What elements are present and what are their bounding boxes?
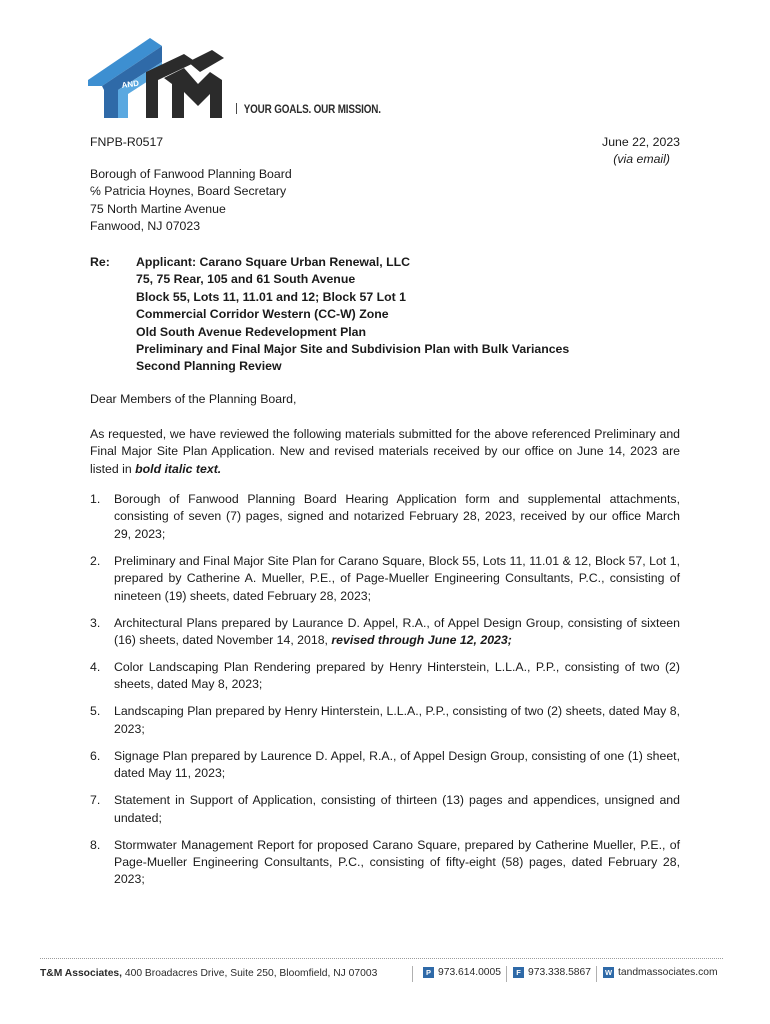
phone-number: 973.614.0005 [438,967,501,978]
list-item-emphasis: revised through June 12, 2023; [331,633,512,648]
footer-website[interactable] [603,967,718,978]
list-item [90,792,680,827]
intro-emphasis: bold italic text. [135,461,222,476]
recipient-line: Fanwood, NJ 07023 [90,219,201,234]
list-item-text: Color Landscaping Plan Rendering prepared by Henry Hinterstein, L.L.A., P.P., consisting of two (2) sheets, dated May 8, 2023; [114,660,680,692]
list-item [90,837,680,889]
list-item-number: 3. [90,615,101,630]
subject-line: 75, 75 Rear, 105 and 61 South Avenue [136,272,356,287]
subject-line: Second Planning Review [136,359,282,374]
subject-line: Commercial Corridor Western (CC-W) Zone [136,307,389,322]
recipient-address [90,166,292,236]
footer-company: T&M Associates, [40,968,123,979]
list-item-number: 7. [90,793,101,808]
letter-date-block [602,134,680,169]
footer-separator [596,966,597,982]
list-item-text: Landscaping Plan prepared by Henry Hinterstein, L.L.A., P.P., consisting of two (2) sheets, dated May 8, 2023; [114,704,680,736]
recipient-line: Borough of Fanwood Planning Board [90,167,292,181]
list-item-text: Preliminary and Final Major Site Plan for Carano Square, Block 55, Lots 11, 11.01 & 12, Block 57, Lot 1, prepared by Catherine A. Mueller, P.E., of Page-Mueller Engineering Consultants, P.C., consisting of nineteen (19) sheets, dated February 28, 2023; [114,553,680,603]
footer-divider [40,958,723,959]
list-item [90,703,680,738]
subject-line: Block 55, Lots 11, 11.01 and 12; Block 57 Lot 1 [136,289,406,304]
list-item-text: Signage Plan prepared by Laurence D. Appel, R.A., of Appel Design Group, consisting of one (1) sheet, dated May 11, 2023; [114,748,680,781]
list-item-text: Borough of Fanwood Planning Board Hearing Application form and supplemental attachments, consisting of seven (7) pages, signed and notarized February 28, 2023, received by our office March 29, 2023; [114,492,680,541]
subject-label: Re: [90,255,110,269]
list-item [90,748,680,783]
tagline-text: YOUR GOALS. OUR MISSION. [243,104,381,116]
intro-text: As requested, we have reviewed the following materials submitted for the above referenced Preliminary and Final Major Site Plan Application. New and revised materials received by our office on June 14, 2023 are listed in [90,427,680,476]
footer-fax [513,967,591,978]
footer-address [40,968,377,979]
delivery-method: (via email) [613,152,670,167]
phone-icon: P [423,967,434,978]
subject-line: Old South Avenue Redevelopment Plan [136,324,367,339]
tagline-divider [236,103,237,114]
intro-paragraph [90,426,680,478]
letter-date: June 22, 2023 [602,135,680,149]
website-link[interactable]: tandmassociates.com [618,967,718,978]
recipient-line: 75 North Martine Avenue [90,201,226,216]
materials-list [90,491,680,898]
tm-associates-logo [88,32,236,122]
list-item-number: 2. [90,553,101,568]
list-item-text: Architectural Plans prepared by Laurance D. Appel, R.A., of Appel Design Group, consisting of sixteen (16) sheets, dated November 14, 2018, [114,615,680,648]
list-item-number: 8. [90,837,101,852]
recipient-line: ℅ Patricia Hoynes, Board Secretary [90,184,287,199]
list-item-number: 4. [90,660,101,675]
svg-text:AND: AND [121,78,140,90]
fax-icon: F [513,967,524,978]
footer-separator [412,966,413,982]
reference-number: FNPB-R0517 [90,135,164,149]
footer-separator [506,966,507,982]
list-item [90,615,680,650]
list-item-number: 1. [90,492,101,506]
subject-line: Applicant: Carano Square Urban Renewal, LLC [136,255,410,269]
subject-lines [136,254,569,376]
list-item [90,553,680,605]
list-item-number: 6. [90,748,101,763]
footer [40,966,723,984]
tagline [236,103,381,116]
list-item-text: Stormwater Management Report for proposed Carano Square, prepared by Catherine Mueller, P.E., of Page-Mueller Engineering Consultants, P.C., consisting of fifty-eight (58) pages, dated February 28, 2023; [114,837,680,887]
list-item [90,659,680,694]
subject-line: Preliminary and Final Major Site and Subdivision Plan with Bulk Variances [136,342,570,357]
list-item-text: Statement in Support of Application, consisting of thirteen (13) pages and appendices, unsigned and undated; [114,793,680,825]
salutation: Dear Members of the Planning Board, [90,392,297,406]
list-item-number: 5. [90,704,101,719]
footer-street: 400 Broadacres Drive, Suite 250, Bloomfield, NJ 07003 [122,968,378,979]
web-icon: W [604,968,613,977]
fax-number: 973.338.5867 [528,967,591,978]
footer-phone [423,967,501,978]
list-item [90,491,680,543]
